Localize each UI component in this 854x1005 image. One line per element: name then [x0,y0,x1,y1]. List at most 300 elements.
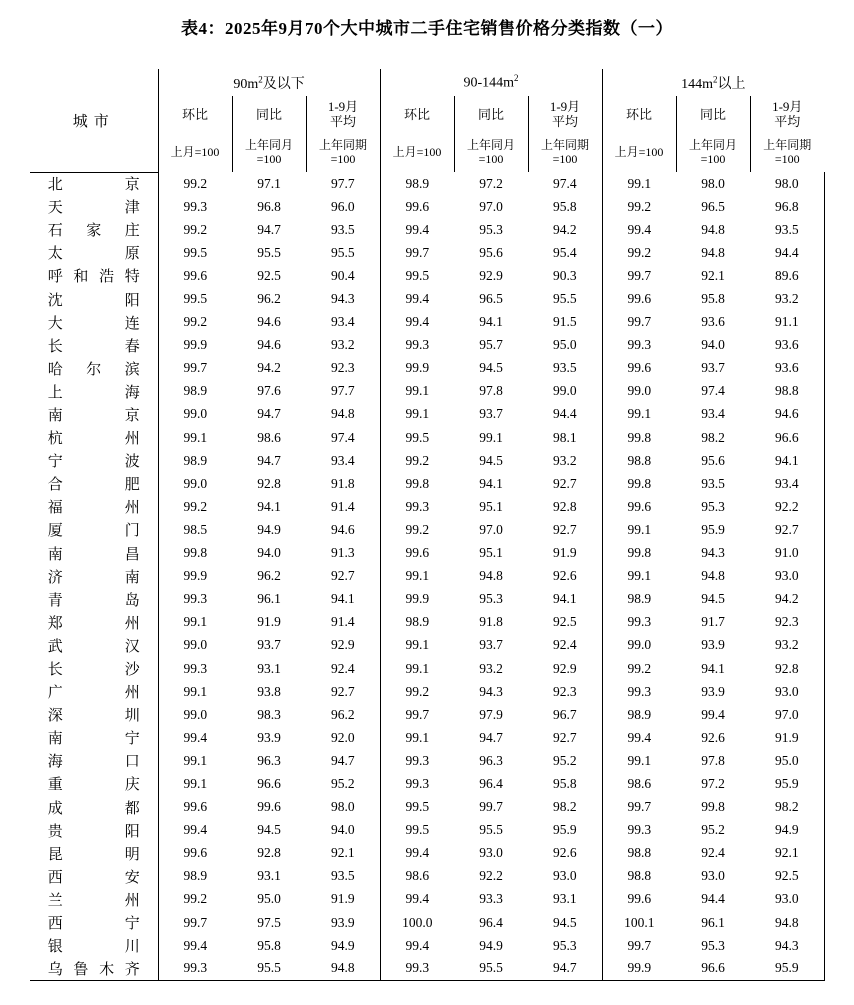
value-cell: 98.9 [183,452,208,468]
value-cell: 93.0 [750,888,824,911]
value-cell: 100.1 [624,914,655,930]
value-cell: 95.8 [257,937,281,953]
header-base-2-1 [676,134,750,172]
value-cell: 94.9 [750,819,824,842]
city-name-cell [30,796,158,819]
table-row [30,934,824,957]
value-cell: 95.5 [454,957,528,980]
table-row [30,772,824,795]
table-row [30,334,824,357]
value-cell: 98.1 [528,426,602,449]
value-cell: 99.3 [405,498,430,514]
value-cell: 94.1 [306,588,380,611]
city-name-cell [30,957,158,980]
value-cell: 99.3 [405,775,430,791]
value-cell: 92.2 [750,495,824,518]
value-cell: 95.6 [701,452,725,468]
value-cell: 91.9 [306,888,380,911]
value-cell: 94.7 [479,729,503,745]
header-group-1-sup: 2 [514,73,519,84]
value-cell: 94.9 [306,934,380,957]
price-index-table [30,69,825,981]
header-group-1-label: 90-144m [463,75,515,91]
value-cell: 99.9 [405,591,430,607]
value-cell: 96.7 [528,703,602,726]
header-group-2 [602,69,824,96]
value-cell: 94.7 [257,452,281,468]
value-cell: 95.0 [528,334,602,357]
table-row [30,680,824,703]
value-cell: 93.0 [701,868,725,884]
header-base-2-2-l1: 上年同期 [763,138,812,153]
city-name: 哈尔滨 [47,361,140,378]
value-cell: 93.6 [750,357,824,380]
value-cell: 94.6 [750,403,824,426]
value-cell: 95.8 [528,195,602,218]
value-cell: 99.5 [183,291,208,307]
table-row [30,495,824,518]
city-name-cell [30,842,158,865]
value-cell: 97.8 [701,752,725,768]
value-cell: 94.2 [257,360,281,376]
value-cell: 98.6 [627,775,652,791]
value-cell: 99.1 [479,429,503,445]
header-base-2-1-l2: =100 [700,152,726,166]
value-cell: 99.1 [627,752,652,768]
value-cell: 96.6 [257,775,281,791]
value-cell: 91.8 [306,472,380,495]
city-name: 广州 [47,685,140,702]
value-cell: 99.8 [627,545,652,561]
value-cell: 91.3 [306,542,380,565]
city-name-cell [30,403,158,426]
header-measure-2-0-l1: 环比 [626,106,653,122]
city-name: 昆明 [47,846,140,863]
value-cell: 92.1 [701,267,725,283]
value-cell: 99.1 [183,429,208,445]
value-cell: 97.0 [479,198,503,214]
value-cell: 94.3 [479,683,503,699]
value-cell: 99.8 [701,799,725,815]
header-measure-1-2-l1: 1-9月 [549,99,581,115]
header-base-1-1-l1: 上年同月 [467,138,516,153]
city-name: 西安 [47,869,140,886]
value-cell: 94.8 [701,244,725,260]
header-group-1 [380,69,602,96]
header-measure-2-1 [676,96,750,134]
value-cell: 99.4 [405,937,430,953]
city-name: 杭州 [47,431,140,448]
city-name-cell [30,357,158,380]
value-cell: 95.1 [479,498,503,514]
value-cell: 96.3 [257,752,281,768]
header-base-0-0 [158,134,232,172]
city-name-cell [30,934,158,957]
city-name-cell [30,172,158,195]
value-cell: 95.3 [701,498,725,514]
value-cell: 93.4 [306,449,380,472]
table-row [30,311,824,334]
value-cell: 93.7 [479,406,503,422]
value-cell: 95.3 [479,591,503,607]
value-cell: 92.6 [701,729,725,745]
value-cell: 100.0 [402,914,433,930]
value-cell: 93.0 [528,865,602,888]
value-cell: 91.1 [750,311,824,334]
value-cell: 96.0 [306,195,380,218]
value-cell: 94.1 [701,660,725,676]
city-name-cell [30,703,158,726]
table-header [30,69,824,172]
value-cell: 91.9 [528,542,602,565]
value-cell: 95.3 [479,221,503,237]
value-cell: 92.7 [528,518,602,541]
value-cell: 94.6 [306,518,380,541]
value-cell: 99.4 [701,706,725,722]
value-cell: 98.9 [627,591,652,607]
value-cell: 94.7 [257,221,281,237]
value-cell: 99.8 [627,429,652,445]
value-cell: 99.2 [183,221,208,237]
city-name-cell [30,726,158,749]
value-cell: 98.2 [750,796,824,819]
table-row [30,426,824,449]
value-cell: 97.1 [257,175,281,191]
value-cell: 95.7 [479,337,503,353]
value-cell: 99.3 [158,957,232,980]
value-cell: 99.2 [405,452,430,468]
value-cell: 94.3 [750,934,824,957]
value-cell: 92.7 [528,726,602,749]
value-cell: 94.1 [528,588,602,611]
value-cell: 93.7 [479,637,503,653]
city-name: 武汉 [47,638,140,655]
header-measure-0-2-l1: 1-9月 [327,99,359,115]
value-cell: 99.0 [627,637,652,653]
value-cell: 99.0 [528,380,602,403]
value-cell: 99.2 [627,660,652,676]
value-cell: 99.9 [183,337,208,353]
value-cell: 95.3 [701,937,725,953]
city-name: 兰州 [47,892,140,909]
table-container [30,39,824,981]
value-cell: 92.7 [306,565,380,588]
value-cell: 99.2 [405,683,430,699]
value-cell: 96.1 [257,591,281,607]
value-cell: 93.4 [750,472,824,495]
page-title: 表4：2025年9月70个大中城市二手住宅销售价格分类指数（一） [181,19,673,38]
value-cell: 99.8 [627,475,652,491]
value-cell: 99.0 [183,406,208,422]
value-cell: 94.7 [528,957,602,980]
value-cell: 98.8 [750,380,824,403]
value-cell: 98.9 [183,868,208,884]
value-cell: 94.4 [701,891,725,907]
city-name-cell [30,749,158,772]
city-name-cell [30,195,158,218]
value-cell: 92.7 [306,680,380,703]
value-cell: 94.4 [750,241,824,264]
value-cell: 99.6 [627,498,652,514]
value-cell: 92.3 [306,357,380,380]
value-cell: 94.3 [701,545,725,561]
header-base-2-2-l2: =100 [774,152,800,166]
value-cell: 98.2 [701,429,725,445]
value-cell: 99.6 [627,891,652,907]
value-cell: 96.2 [306,703,380,726]
table-row [30,287,824,310]
header-measure-1-0 [380,96,454,134]
value-cell: 99.7 [479,799,503,815]
value-cell: 99.1 [183,614,208,630]
header-measure-1-1-l1: 同比 [478,106,505,122]
value-cell: 99.5 [405,429,430,445]
value-cell: 99.4 [405,314,430,330]
value-cell: 92.8 [257,845,281,861]
header-measure-2-0 [602,96,676,134]
value-cell: 92.7 [528,472,602,495]
value-cell: 99.2 [183,891,208,907]
value-cell: 99.7 [627,799,652,815]
value-cell: 99.5 [183,244,208,260]
value-cell: 93.9 [701,683,725,699]
header-base-0-1-l2: =100 [256,152,282,166]
city-name-cell [30,241,158,264]
value-cell: 99.1 [405,637,430,653]
value-cell: 99.9 [602,957,676,980]
value-cell: 95.5 [528,287,602,310]
value-cell: 99.7 [627,267,652,283]
value-cell: 99.5 [405,822,430,838]
value-cell: 95.6 [479,244,503,260]
value-cell: 96.8 [750,195,824,218]
city-name-cell [30,264,158,287]
value-cell: 96.1 [701,914,725,930]
value-cell: 98.8 [627,868,652,884]
header-measure-0-2-l2: 平均 [330,114,357,129]
value-cell: 97.7 [306,172,380,195]
value-cell: 93.5 [306,865,380,888]
value-cell: 93.2 [528,449,602,472]
value-cell: 95.8 [528,772,602,795]
value-cell: 99.1 [405,383,430,399]
value-cell: 92.8 [528,495,602,518]
table-row [30,796,824,819]
header-base-1-0 [380,134,454,172]
city-name: 贵阳 [47,823,140,840]
header-group-0-sup: 2 [258,73,263,84]
city-name: 呼和浩特 [47,269,140,286]
value-cell: 99.4 [405,891,430,907]
value-cell: 93.1 [528,888,602,911]
table-row [30,380,824,403]
value-cell: 93.2 [750,287,824,310]
value-cell: 95.9 [750,957,824,980]
value-cell: 99.3 [183,660,208,676]
city-name: 宁波 [47,454,140,471]
city-name: 南京 [47,407,140,424]
table-row [30,195,824,218]
header-base-1-2-l2: =100 [552,152,578,166]
city-name: 青岛 [47,592,140,609]
value-cell: 97.6 [257,383,281,399]
value-cell: 99.3 [627,337,652,353]
table-row [30,518,824,541]
value-cell: 92.2 [479,868,503,884]
header-base-1-2 [528,134,602,172]
value-cell: 93.6 [750,334,824,357]
value-cell: 99.2 [183,175,208,191]
city-name: 重庆 [47,777,140,794]
value-cell: 99.1 [183,683,208,699]
value-cell: 99.6 [627,291,652,307]
value-cell: 93.5 [701,475,725,491]
value-cell: 92.5 [528,611,602,634]
value-cell: 99.8 [405,475,430,491]
value-cell: 98.3 [257,706,281,722]
value-cell: 95.8 [701,291,725,307]
value-cell: 93.6 [701,314,725,330]
value-cell: 92.1 [750,842,824,865]
value-cell: 99.0 [183,637,208,653]
value-cell: 97.4 [528,172,602,195]
city-name: 南昌 [47,546,140,563]
value-cell: 92.0 [306,726,380,749]
value-cell: 91.4 [306,495,380,518]
value-cell: 96.6 [676,957,750,980]
header-group-0-tail: 及以下 [262,76,305,92]
value-cell: 94.0 [257,545,281,561]
value-cell: 96.6 [750,426,824,449]
header-measure-0-0 [158,96,232,134]
value-cell: 94.6 [257,337,281,353]
value-cell: 99.4 [183,937,208,953]
value-cell: 99.1 [627,568,652,584]
value-cell: 99.3 [405,752,430,768]
table-row [30,264,824,287]
value-cell: 99.2 [183,498,208,514]
value-cell: 92.9 [306,634,380,657]
value-cell: 94.9 [479,937,503,953]
value-cell: 99.6 [183,799,208,815]
value-cell: 98.8 [627,452,652,468]
value-cell: 95.5 [257,244,281,260]
value-cell: 99.3 [183,591,208,607]
value-cell: 93.7 [257,637,281,653]
value-cell: 96.2 [257,291,281,307]
value-cell: 99.7 [405,706,430,722]
value-cell: 91.4 [306,611,380,634]
table-row [30,449,824,472]
header-measure-0-0-l1: 环比 [181,106,208,122]
table-row [30,357,824,380]
value-cell: 99.9 [405,360,430,376]
value-cell: 94.8 [479,568,503,584]
value-cell: 93.4 [701,406,725,422]
value-cell: 94.1 [479,314,503,330]
city-name-cell [30,634,158,657]
value-cell: 97.2 [479,175,503,191]
value-cell: 92.6 [528,842,602,865]
value-cell: 94.8 [750,911,824,934]
value-cell: 95.2 [528,749,602,772]
value-cell: 97.0 [479,521,503,537]
value-cell: 99.3 [627,822,652,838]
header-base-0-1-l1: 上年同月 [244,138,293,153]
value-cell: 94.1 [479,475,503,491]
value-cell: 94.1 [750,449,824,472]
value-cell: 92.7 [750,518,824,541]
value-cell: 92.8 [257,475,281,491]
value-cell: 99.6 [257,799,281,815]
value-cell: 93.5 [750,218,824,241]
value-cell: 96.4 [479,914,503,930]
value-cell: 92.6 [528,565,602,588]
header-group-2-sup: 2 [712,73,718,84]
value-cell: 99.7 [627,937,652,953]
header-measure-2-2-l1: 1-9月 [772,99,803,115]
value-cell: 92.5 [257,267,281,283]
table-row [30,403,824,426]
city-name-cell [30,911,158,934]
header-base-2-0 [602,134,676,172]
header-base-0-0-l1: 上月=100 [170,145,220,160]
value-cell: 99.6 [183,845,208,861]
value-cell: 94.4 [528,403,602,426]
value-cell: 97.4 [701,383,725,399]
value-cell: 97.7 [306,380,380,403]
value-cell: 95.4 [528,241,602,264]
value-cell: 93.1 [257,868,281,884]
value-cell: 94.0 [306,819,380,842]
value-cell: 92.4 [528,634,602,657]
value-cell: 94.5 [528,911,602,934]
city-name-cell [30,472,158,495]
header-base-2-2 [750,134,824,172]
value-cell: 93.4 [306,311,380,334]
value-cell: 99.7 [405,244,430,260]
value-cell: 92.3 [750,611,824,634]
value-cell: 95.1 [479,545,503,561]
table-row [30,565,824,588]
header-base-1-1-l2: =100 [478,152,504,166]
city-name-cell [30,311,158,334]
value-cell: 93.9 [701,637,725,653]
value-cell: 99.3 [183,198,208,214]
city-name-cell [30,611,158,634]
value-cell: 99.1 [183,752,208,768]
value-cell: 99.7 [183,360,208,376]
city-name-cell [30,495,158,518]
header-base-0-2-l1: 上年同期 [319,138,368,153]
header-group-0 [158,69,380,96]
value-cell: 93.7 [701,360,725,376]
value-cell: 99.2 [627,244,652,260]
value-cell: 94.8 [701,221,725,237]
city-name-cell [30,680,158,703]
value-cell: 99.4 [627,729,652,745]
value-cell: 98.5 [183,521,208,537]
city-name: 长春 [47,338,140,355]
value-cell: 93.9 [257,729,281,745]
city-name: 成都 [47,800,140,817]
city-name: 大连 [47,315,140,332]
value-cell: 94.8 [701,568,725,584]
value-cell: 95.5 [232,957,306,980]
value-cell: 98.8 [627,845,652,861]
value-cell: 93.5 [306,218,380,241]
value-cell: 93.9 [306,911,380,934]
